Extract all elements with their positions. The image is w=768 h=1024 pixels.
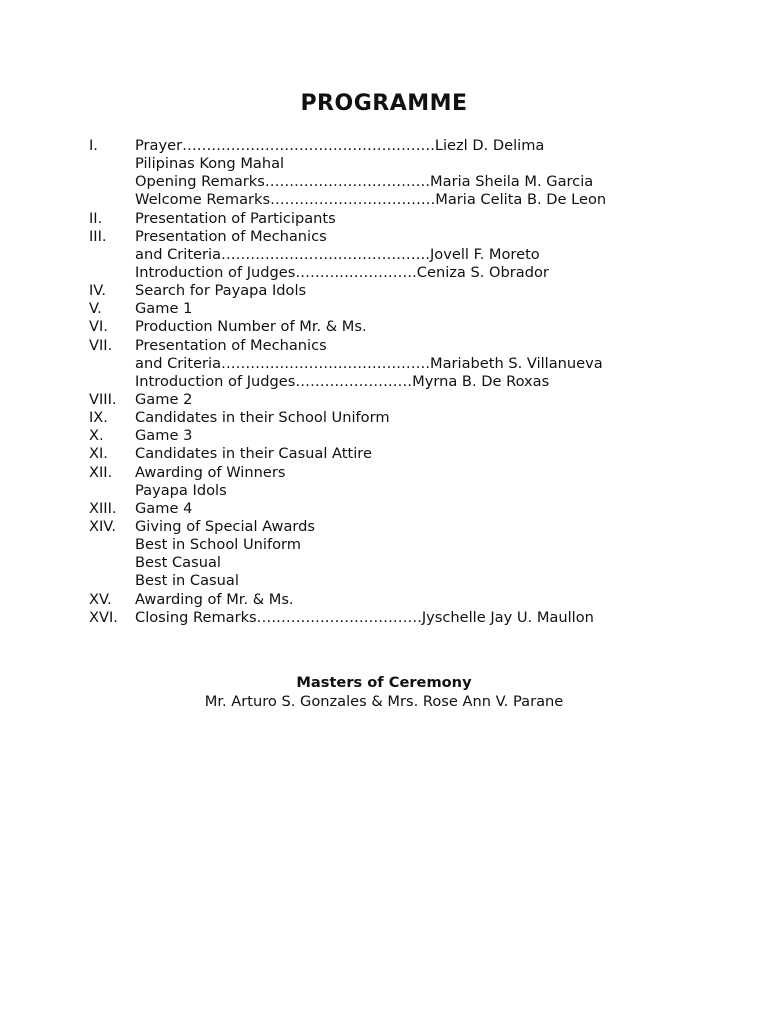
item-text: Presentation of Participants	[135, 209, 336, 227]
programme-item	[0, 609, 768, 627]
programme-item	[0, 246, 768, 264]
item-number: II.	[89, 209, 103, 227]
item-text: Introduction of Judges…………………….Ceniza S. Obrador	[135, 263, 549, 281]
programme-item	[0, 482, 768, 500]
programme-item	[0, 427, 768, 445]
item-number: V.	[89, 300, 102, 318]
item-text: Game 2	[135, 390, 193, 408]
item-number: XIII.	[89, 499, 117, 517]
item-number: III.	[89, 227, 107, 245]
item-text: Best in School Uniform	[135, 536, 301, 554]
item-text: Giving of Special Awards	[135, 517, 316, 535]
item-number: XV.	[89, 590, 112, 608]
item-text: Prayer…………………………………………….Liezl D. Delima	[135, 137, 545, 154]
item-number: VI.	[89, 318, 108, 336]
programme-item	[0, 228, 768, 246]
item-text: Search for Payapa Idols	[135, 282, 307, 300]
item-text: Production Number of Mr. & Ms.	[135, 318, 367, 336]
item-text: Game 4	[135, 499, 193, 517]
item-text: Opening Remarks…………………………….Maria Sheila M. Garcia	[135, 173, 594, 191]
item-text: Presentation of Mechanics	[135, 227, 327, 245]
programme-item	[0, 409, 768, 427]
item-text: Candidates in their School Uniform	[135, 409, 390, 427]
programme-item	[0, 554, 768, 572]
item-text: Payapa Idols	[135, 481, 227, 499]
item-number: VIII.	[89, 390, 117, 408]
item-text: Pilipinas Kong Mahal	[135, 155, 285, 173]
programme-list	[0, 137, 768, 627]
item-text: Awarding of Mr. & Ms.	[135, 590, 294, 608]
item-text: Presentation of Mechanics	[135, 336, 327, 354]
programme-item	[0, 518, 768, 536]
item-text: Awarding of Winners	[135, 463, 286, 481]
programme-item	[0, 210, 768, 228]
programme-item	[0, 572, 768, 590]
item-text: Candidates in their Casual Attire	[135, 445, 372, 463]
masters-of-ceremony-names: Mr. Arturo S. Gonzales & Mrs. Rose Ann V. Parane	[204, 693, 564, 710]
item-number: XII.	[89, 463, 113, 481]
item-text: Welcome Remarks…………………………….Maria Celita B. De Leon	[135, 191, 607, 209]
item-text: and Criteria…………………………………….Jovell F. Moreto	[135, 245, 540, 263]
programme-item	[0, 355, 768, 373]
programme-item	[0, 373, 768, 391]
item-number: XVI.	[89, 608, 118, 626]
item-number: IX.	[89, 409, 108, 427]
programme-item	[0, 337, 768, 355]
programme-title: PROGRAMME	[300, 91, 468, 116]
programme-item	[0, 464, 768, 482]
item-number: XI.	[89, 445, 108, 463]
item-text: Introduction of Judges……………………Myrna B. De Roxas	[135, 372, 550, 390]
item-number: XIV.	[89, 517, 117, 535]
item-number: I.	[89, 137, 98, 154]
programme-item	[0, 300, 768, 318]
programme-item	[0, 264, 768, 282]
programme-item	[0, 282, 768, 300]
item-number: IV.	[89, 282, 107, 300]
programme-item	[0, 137, 768, 155]
programme-item	[0, 155, 768, 173]
programme-item	[0, 445, 768, 463]
programme-item	[0, 318, 768, 336]
programme-item	[0, 500, 768, 518]
masters-of-ceremony-heading: Masters of Ceremony	[296, 674, 472, 691]
programme-item	[0, 591, 768, 609]
item-text: Game 1	[135, 300, 193, 318]
item-number: VII.	[89, 336, 113, 354]
item-text: Game 3	[135, 427, 193, 445]
item-number: X.	[89, 427, 104, 445]
programme-item	[0, 191, 768, 209]
item-text: Best Casual	[135, 554, 221, 572]
programme-item	[0, 536, 768, 554]
programme-item	[0, 391, 768, 409]
item-text: and Criteria…………………………………….Mariabeth S. Villanueva	[135, 354, 603, 372]
item-text: Closing Remarks…………………………….Jyschelle Jay U. Maullon	[135, 608, 594, 626]
item-text: Best in Casual	[135, 572, 239, 590]
programme-item	[0, 173, 768, 191]
